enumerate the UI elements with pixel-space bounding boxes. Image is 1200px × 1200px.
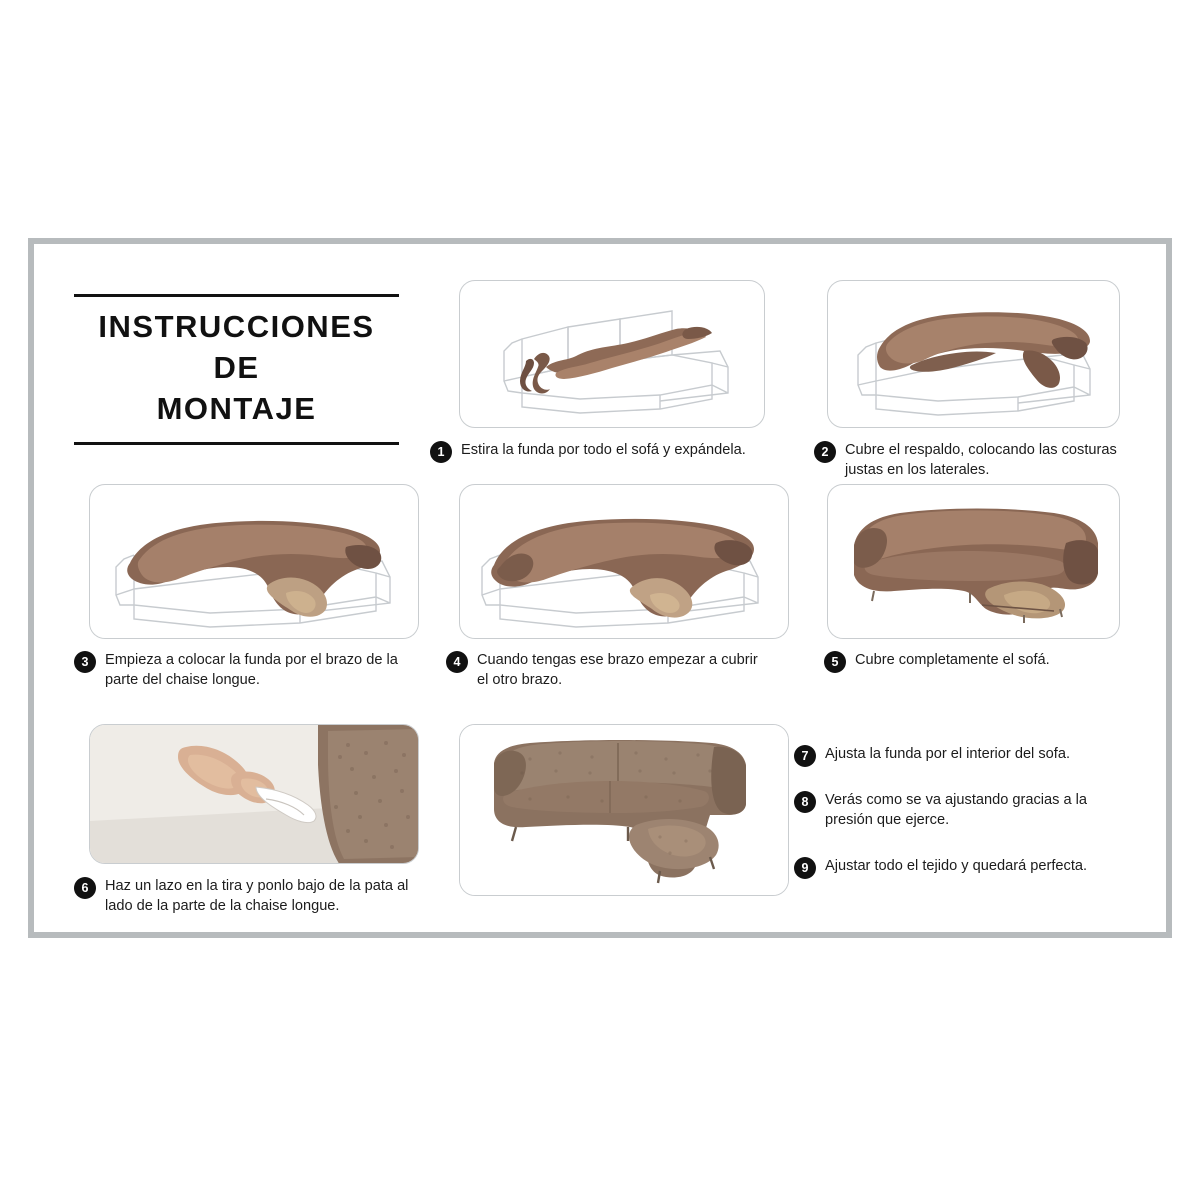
step-8-number: 8 [794,791,816,813]
step-3-text: Empieza a colocar la funda por el brazo de la parte del chaise longue. [105,652,398,689]
illustration-panel-step-3 [89,484,419,639]
step-5-number: 5 [824,651,846,673]
step-9-number: 9 [794,857,816,879]
photo-hands-tying-strap-under-leg-icon [90,725,418,863]
title-line-2: DE [213,349,260,385]
title-line-1: INSTRUCCIONES [98,309,375,344]
step-6 [74,876,424,916]
step-8 [794,790,1112,830]
step-2 [814,440,1124,480]
step-2-number: 2 [814,441,836,463]
cover-drape-right-end [682,327,712,339]
step-3 [74,650,424,690]
step-1-number: 1 [430,441,452,463]
finished-upholstered-chaise-sofa-icon [460,725,788,895]
illustration-panel-step-7 [459,724,789,896]
sofa-outline-cover-on-both-arms-icon [460,485,789,639]
step-4 [446,650,766,690]
illustration-panel-step-6 [89,724,419,864]
sofa-outline-cover-on-chaise-arm-icon [90,485,419,639]
page-title [74,294,399,445]
illustration-panel-step-2 [827,280,1120,428]
step-1 [430,440,775,463]
step-1-text: Estira la funda por todo el sofá y expándela. [461,442,746,458]
finished-sofa-right-arm [711,747,746,815]
step-4-number: 4 [446,651,468,673]
step-8-text: Verás como se va ajustando gracias a la presión que ejerce. [825,792,1088,829]
step-3-number: 3 [74,651,96,673]
step-9 [794,856,1114,879]
illustration-panel-step-5 [827,484,1120,639]
illustration-panel-step-4 [459,484,789,639]
cover-drape-main [546,328,704,374]
sofa-fully-covered-icon [828,485,1120,639]
title-line-3: MONTAJE [156,390,317,426]
step-2-text: Cubre el respaldo, colocando las costuras justas en los laterales. [845,442,1117,479]
sofa-outline-with-stretched-cover-icon [460,281,765,428]
sofa-cover-right-drape [1063,540,1098,584]
instruction-sheet-frame [28,238,1172,938]
step-7 [794,744,1114,767]
step-9-text: Ajustar todo el tejido y quedará perfecta. [825,858,1088,874]
step-6-text: Haz un lazo en la tira y ponlo bajo de la pata al lado de la parte de la chaise longue. [105,878,409,915]
instruction-sheet-inner [34,244,1166,932]
step-7-number: 7 [794,745,816,767]
step-7-text: Ajusta la funda por el interior del sofa. [825,746,1070,762]
sofa-outline-cover-over-backrest-icon [828,281,1120,428]
title-rule-bottom [74,442,399,445]
illustration-panel-step-1 [459,280,765,428]
step-5-text: Cubre completamente el sofá. [855,652,1050,668]
step-5 [824,650,1124,673]
step-4-text: Cuando tengas ese brazo empezar a cubrir el otro brazo. [477,652,758,689]
step-6-number: 6 [74,877,96,899]
